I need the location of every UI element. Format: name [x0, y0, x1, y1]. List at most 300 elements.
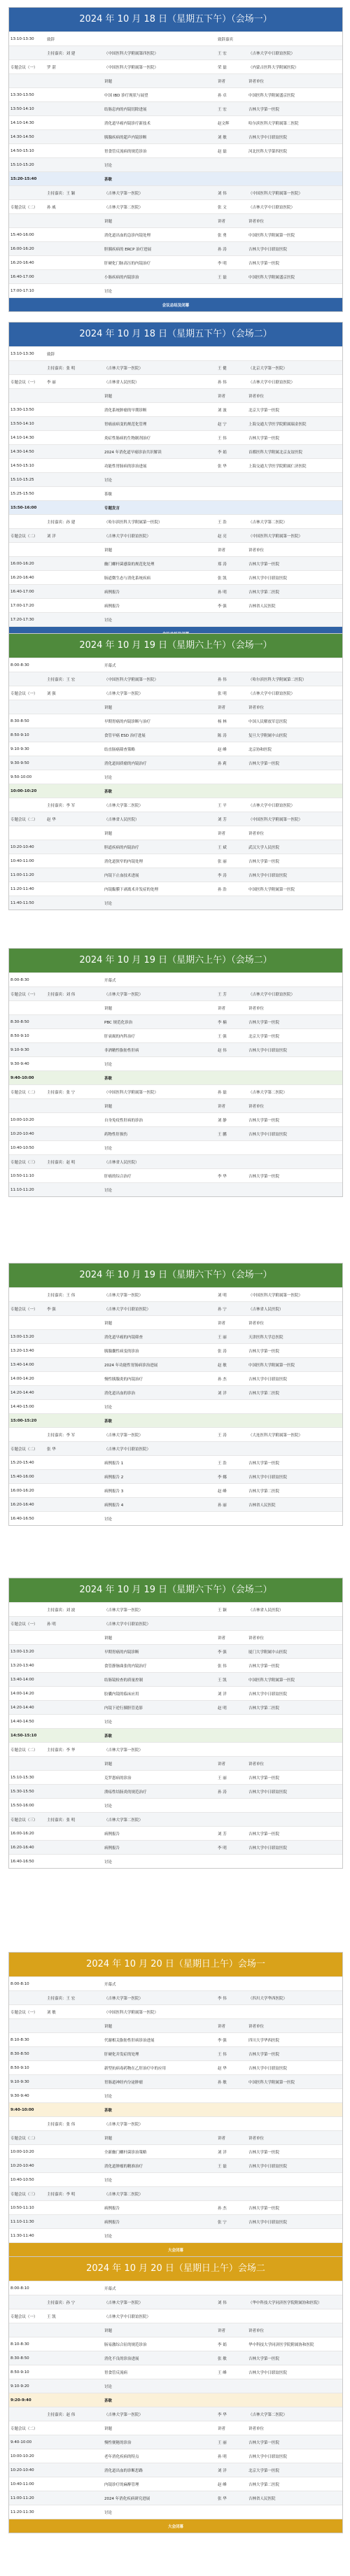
- speaker-cell: 讲者: [218, 2426, 226, 2431]
- schedule-row: [9, 45, 342, 59]
- speaker-cell: 王 浩: [218, 520, 227, 525]
- topic-cell: 自身免疫性肝病的诊治: [104, 1118, 144, 1123]
- time-cell: 9:10-9:30: [10, 746, 29, 751]
- time-cell: 16:20-16:40: [10, 260, 34, 265]
- schedule-row: [9, 1672, 342, 1686]
- affiliation-cell: 吉林大学第一医院: [248, 2356, 280, 2361]
- topic-cell: 肝癌的综合治疗: [104, 1174, 132, 1179]
- schedule-row: [9, 2172, 342, 2186]
- time-cell: 11:20-11:40: [10, 886, 34, 891]
- affiliation-cell: 河北医科大学第四医院: [248, 149, 288, 154]
- speaker-cell: 王 健: [218, 366, 227, 371]
- schedule-row: [9, 1840, 342, 1854]
- speaker-cell: 刘 芳: [218, 1832, 227, 1837]
- host-cell: 主持嘉宾：孙 宁: [47, 2300, 76, 2305]
- schedule-row: [9, 2449, 342, 2463]
- schedule-row: [9, 500, 342, 514]
- topic-cell: （吉林大学中日联谊医院）: [104, 1622, 151, 1627]
- topic-cell: 消化道肿瘤的精准治疗: [104, 2164, 144, 2169]
- affiliation-cell: 吉林大学中日联谊医院: [248, 1790, 288, 1795]
- speaker-cell: 刘 伟: [218, 2300, 227, 2305]
- topic-cell: 消化系统肿瘤的早期诊断: [104, 408, 147, 413]
- schedule-footer: 大会闭幕: [9, 2242, 342, 2256]
- schedule-row: [9, 1301, 342, 1315]
- host-cell: 致辞: [47, 37, 55, 42]
- schedule-title: 2024 年 10 月 19 日（星期六上午）（会场一）: [9, 634, 342, 658]
- speaker-cell: 张 涛: [218, 1349, 227, 1354]
- time-cell: 8:50-9:10: [10, 1033, 29, 1038]
- topic-cell: 2024 年消化道早癌诊治共识解读: [104, 450, 162, 455]
- time-cell: 15:00-15:20: [10, 1418, 37, 1423]
- time-cell: 15:40-16:00: [10, 232, 34, 237]
- affiliation-cell: 中国医科大学附属第一医院: [248, 233, 295, 238]
- schedule-row: [9, 1140, 342, 1154]
- time-cell: 16:00-16:20: [10, 1831, 34, 1836]
- speaker-cell: 王 强: [218, 1034, 227, 1039]
- time-cell: 8:00-8:10: [10, 1981, 29, 1986]
- time-cell: 14:00-14:20: [10, 1691, 34, 1696]
- affiliation-cell: （哈尔滨医科大学附属第二医院）: [248, 677, 307, 682]
- schedule-row: [9, 1686, 342, 1700]
- affiliation-cell: （内蒙古医科大学附属医院）: [248, 65, 299, 70]
- topic-cell: 茶歇: [104, 1734, 113, 1739]
- time-cell: 13:00-13:20: [10, 1649, 34, 1654]
- speaker-cell: 讲者: [218, 1104, 226, 1109]
- affiliation-cell: 吉林大学中日联谊医院: [248, 1846, 288, 1850]
- schedule-row: [9, 115, 342, 129]
- time-cell: 8:50-9:10: [10, 2370, 29, 2375]
- topic-cell: 幽门螺杆菌感染的规范化处理: [104, 562, 155, 567]
- affiliation-cell: 讲者单位: [248, 1104, 265, 1109]
- speaker-cell: 王 浩: [218, 1461, 227, 1466]
- affiliation-cell: 首都医科大学附属北京友谊医院: [248, 450, 303, 455]
- time-cell: 13:00-13:20: [10, 1334, 34, 1339]
- speaker-cell: 孙 涛: [218, 247, 227, 252]
- time-cell: 专题会议（二）: [10, 205, 38, 210]
- time-cell: 9:50-10:00: [10, 774, 32, 779]
- topic-cell: 药物性肝损伤: [104, 1132, 128, 1137]
- topic-cell: 消化道间质瘤的内镜治疗: [104, 761, 147, 766]
- topic-cell: 胰腺疾病的超声内镜诊断: [104, 135, 147, 140]
- time-cell: 15:50-16:00: [10, 1803, 34, 1808]
- affiliation-cell: （中国医科大学附属第一医院）: [248, 191, 303, 196]
- time-cell: 专题会议（三）: [10, 2192, 38, 2197]
- topic-cell: （吉林大学第一医院）: [104, 2412, 144, 2417]
- topic-cell: 全新幽门螺杆菌诊治策略: [104, 2150, 147, 2155]
- host-cell: 刘 强: [47, 691, 56, 696]
- schedule-row: [9, 1000, 342, 1014]
- schedule-row: [9, 227, 342, 241]
- time-cell: 专题会议（三）: [10, 1818, 38, 1823]
- schedule-row: [9, 444, 342, 458]
- time-cell: 15:20-15:40: [10, 1460, 34, 1465]
- topic-cell: 开幕式: [104, 663, 116, 668]
- speaker-cell: 张 丽: [218, 859, 227, 864]
- topic-cell: （吉林大学中日联谊医院）: [104, 2314, 151, 2319]
- topic-cell: 溃疡性结肠炎的规范治疗: [104, 1790, 147, 1795]
- schedule-row: [9, 2060, 342, 2074]
- topic-cell: 消化道出血的诊断思路: [104, 2468, 144, 2473]
- time-cell: 13:40-14:00: [10, 1677, 34, 1682]
- schedule-row: [9, 1182, 342, 1196]
- topic-cell: 消化道出血的诊治: [104, 1391, 136, 1396]
- affiliation-cell: 北京协和医院: [248, 747, 272, 752]
- topic-cell: 讲题: [104, 1321, 113, 1326]
- host-cell: 主持嘉宾：王 宏: [47, 1996, 76, 2001]
- host-cell: 主持嘉宾：李 军: [47, 1433, 76, 1438]
- affiliation-cell: 讲者单位: [248, 705, 265, 710]
- schedule-title: 2024 年 10 月 18 日（星期五下午）（会场一）: [9, 8, 342, 31]
- topic-cell: 内镜诊疗的麻醉管理: [104, 2482, 139, 2487]
- schedule-row: [9, 241, 342, 255]
- affiliation-cell: 吉林大学第二医院: [248, 590, 280, 595]
- schedule-row: [9, 2505, 342, 2519]
- schedule-row: [9, 896, 342, 910]
- topic-cell: （吉林大学第二医院）: [104, 205, 144, 210]
- affiliation-cell: 吉林大学中日联谊医院: [248, 576, 288, 581]
- time-cell: 14:00-14:20: [10, 1376, 34, 1381]
- time-cell: 11:30-11:40: [10, 2233, 34, 2238]
- topic-cell: 讨论: [104, 1804, 113, 1809]
- schedule-row: [9, 598, 342, 612]
- schedule-row: [9, 2435, 342, 2449]
- schedule-row: [9, 2018, 342, 2032]
- speaker-cell: 王 丽: [218, 2440, 227, 2445]
- topic-cell: 代谢相关脂肪性肝病诊治进展: [104, 2038, 155, 2043]
- schedule-row: [9, 2144, 342, 2158]
- topic-cell: （吉林大学第一医院）: [104, 1608, 144, 1613]
- affiliation-cell: 吉林大学中日联谊医院: [248, 2164, 288, 2169]
- speaker-cell: 孙 丽: [218, 1503, 227, 1508]
- speaker-cell: 王 宏: [218, 51, 227, 56]
- topic-cell: 功能性胃肠病的诊治进展: [104, 464, 147, 469]
- speaker-cell: 孙 伟: [218, 677, 227, 682]
- schedule-row: [9, 255, 342, 269]
- topic-cell: 病例报告 2: [104, 1475, 124, 1480]
- schedule-row: [9, 1742, 342, 1756]
- topic-cell: （吉林大学第一医院）: [104, 1748, 144, 1753]
- topic-cell: 消化不良的诊治进展: [104, 2356, 139, 2361]
- speaker-cell: 张 勇: [218, 233, 227, 238]
- topic-cell: （吉林大学第一医院）: [104, 2122, 144, 2127]
- schedule-table: [8, 633, 343, 910]
- affiliation-cell: 吉林大学中日联谊医院: [248, 1132, 288, 1137]
- host-cell: 主持嘉宾：刘 伟: [47, 992, 76, 997]
- speaker-cell: 讲者: [218, 2328, 226, 2333]
- schedule-row: [9, 171, 342, 185]
- time-cell: 10:50-11:10: [10, 1173, 34, 1178]
- speaker-cell: 李 明: [218, 1846, 227, 1850]
- speaker-cell: 孙 明: [218, 590, 227, 595]
- schedule-row: [9, 2407, 342, 2421]
- schedule-row: [9, 1798, 342, 1812]
- schedule-footer: 会议总结及闭幕: [9, 297, 342, 311]
- speaker-cell: 李 华: [218, 2412, 227, 2417]
- topic-cell: 肝硬化门脉高压的内镜治疗: [104, 261, 151, 266]
- schedule-row: [9, 2337, 342, 2351]
- speaker-cell: 讲者: [218, 394, 226, 399]
- affiliation-cell: 中国医科大学附属第一医院: [248, 1678, 295, 1683]
- time-cell: 13:40-14:00: [10, 1362, 34, 1367]
- schedule-row: [9, 686, 342, 700]
- speaker-cell: 致辞嘉宾: [218, 37, 234, 42]
- speaker-cell: 刘 静: [218, 1118, 227, 1123]
- affiliation-cell: 吉林省人民医院: [248, 1503, 276, 1508]
- topic-cell: 茶歇: [104, 492, 113, 497]
- affiliation-cell: （吉林大学第二医院）: [248, 1090, 288, 1095]
- schedule-row: [9, 1511, 342, 1525]
- host-cell: 主持嘉宾：张 明: [47, 1818, 76, 1823]
- speaker-cell: 孙 磊: [218, 1090, 227, 1095]
- speaker-cell: 王 宏: [218, 107, 227, 112]
- time-cell: 8:00-8:30: [10, 663, 29, 667]
- speaker-cell: 刘 芳: [218, 817, 227, 822]
- affiliation-cell: 讲者单位: [248, 1321, 265, 1326]
- topic-cell: 讨论: [104, 1517, 113, 1522]
- topic-cell: 茶歇: [104, 177, 113, 182]
- schedule-row: [9, 2281, 342, 2295]
- affiliation-cell: 吉林大学中日联谊医院: [248, 2454, 288, 2459]
- schedule-row: [9, 1854, 342, 1868]
- schedule-row: [9, 882, 342, 896]
- schedule-row: [9, 1056, 342, 1070]
- time-cell: 专题会议（一）: [10, 65, 38, 70]
- topic-cell: 内镜黏膜下剥离术并发症的处理: [104, 887, 159, 892]
- topic-cell: （吉林大学中日联谊医院）: [104, 1307, 151, 1312]
- topic-cell: 讨论: [104, 1405, 113, 1410]
- speaker-cell: 孙 宁: [218, 1307, 227, 1312]
- topic-cell: （中国医科大学附属第一医院）: [104, 65, 159, 70]
- speaker-cell: 刘 洋: [218, 1692, 227, 1697]
- speaker-cell: 李 娜: [218, 1475, 227, 1480]
- time-cell: 8:50-9:10: [10, 733, 29, 737]
- schedule-row: [9, 416, 342, 430]
- host-cell: 致辞: [47, 352, 55, 357]
- topic-cell: 讨论: [104, 2510, 113, 2515]
- speaker-cell: 张 明: [218, 691, 227, 696]
- time-cell: 9:30-9:40: [10, 1061, 29, 1066]
- schedule-row: [9, 1658, 342, 1672]
- speaker-cell: 张 宁: [218, 2220, 227, 2225]
- speaker-cell: 李 强: [218, 1650, 227, 1655]
- affiliation-cell: 吉林大学第二医院: [248, 1489, 280, 1494]
- affiliation-cell: 吉林大学第一医院: [248, 1118, 280, 1123]
- time-cell: 10:20-10:40: [10, 844, 34, 849]
- topic-cell: 消化道出血的急诊内镜处理: [104, 233, 151, 238]
- schedule-table: [8, 948, 343, 1197]
- schedule-row: [9, 658, 342, 672]
- affiliation-cell: 吉林大学第二医院: [248, 2482, 280, 2487]
- topic-cell: 讲题: [104, 2426, 113, 2431]
- schedule-row: [9, 1616, 342, 1630]
- affiliation-cell: 吉林大学第二医院: [248, 1391, 280, 1396]
- affiliation-cell: 北京大学第一医院: [248, 408, 280, 413]
- speaker-cell: 孙 敏: [218, 2080, 227, 2085]
- schedule-row: [9, 812, 342, 826]
- topic-cell: （吉林大学中日联谊医院）: [104, 534, 151, 539]
- schedule-row: [9, 1287, 342, 1301]
- host-cell: 刘 敏: [47, 2010, 56, 2015]
- time-cell: 15:10-15:30: [10, 1775, 34, 1780]
- topic-cell: 茶歇: [104, 2398, 113, 2403]
- speaker-cell: 王 芳: [218, 992, 227, 997]
- topic-cell: 胆道疾病的内镜治疗: [104, 845, 139, 850]
- schedule-row: [9, 1976, 342, 1990]
- topic-cell: 慢性便秘的诊治: [104, 2440, 132, 2445]
- topic-cell: 讨论: [104, 2234, 113, 2239]
- topic-cell: （吉林大学第一医院）: [104, 191, 144, 196]
- topic-cell: 克罗恩病的诊治: [104, 1776, 132, 1781]
- topic-cell: 讨论: [104, 901, 113, 906]
- affiliation-cell: （吉林大学中日联谊医院）: [248, 51, 295, 56]
- speaker-cell: 张 敏: [218, 2356, 227, 2361]
- topic-cell: （中国医科大学附属第一医院）: [104, 677, 159, 682]
- time-cell: 14:30-14:50: [10, 449, 34, 454]
- affiliation-cell: 天津医科大学总医院: [248, 1335, 284, 1340]
- schedule-row: [9, 612, 342, 626]
- schedule-row: [9, 402, 342, 416]
- speaker-cell: 王 磊: [218, 2164, 227, 2169]
- schedule-row: [9, 2477, 342, 2491]
- schedule-row: [9, 2004, 342, 2018]
- affiliation-cell: 吉林大学中日联谊医院: [248, 135, 288, 140]
- time-cell: 13:50-14:10: [10, 106, 34, 111]
- schedule-row: [9, 157, 342, 171]
- affiliation-cell: 吉林大学第一医院: [248, 1461, 280, 1466]
- affiliation-cell: （吉林大学中日联谊医院）: [248, 992, 295, 997]
- host-cell: 主持嘉宾：张 伟: [47, 2122, 76, 2127]
- time-cell: 15:10-15:20: [10, 162, 34, 167]
- time-cell: 13:10-13:30: [10, 36, 34, 41]
- schedule-row: [9, 101, 342, 115]
- host-cell: 王 凯: [47, 2314, 56, 2319]
- topic-cell: 病例报告 3: [104, 1489, 124, 1494]
- schedule-row: [9, 742, 342, 756]
- schedule-row: [9, 542, 342, 556]
- schedule-row: [9, 2102, 342, 2116]
- schedule-row: [9, 388, 342, 402]
- time-cell: 16:20-16:40: [10, 1502, 34, 1507]
- schedule-row: [9, 784, 342, 798]
- time-cell: 14:40-14:50: [10, 1719, 34, 1724]
- speaker-cell: 赵 峰: [218, 2482, 227, 2487]
- affiliation-cell: 讲者单位: [248, 219, 265, 224]
- topic-cell: （吉林大学第一医院）: [104, 2300, 144, 2305]
- speaker-cell: 孙 涛: [218, 1790, 227, 1795]
- affiliation-cell: （中国医科大学附属第一医院）: [248, 1293, 303, 1298]
- time-cell: 14:50-15:10: [10, 148, 34, 153]
- speaker-cell: 李 娟: [218, 450, 227, 455]
- topic-cell: 讲题: [104, 79, 113, 84]
- topic-cell: 讨论: [104, 2178, 113, 2183]
- schedule-table: [8, 1952, 343, 2257]
- speaker-cell: 赵 亮: [218, 534, 227, 539]
- schedule-row: [9, 458, 342, 472]
- schedule-row: [9, 2309, 342, 2323]
- schedule-row: [9, 1483, 342, 1497]
- topic-cell: 胃肠道神经内分泌肿瘤: [104, 2080, 144, 2085]
- topic-cell: 结肠息肉的内镜切除进展: [104, 107, 147, 112]
- time-cell: 14:40-15:00: [10, 1404, 34, 1409]
- schedule-row: [9, 986, 342, 1000]
- topic-cell: （中国医科大学附属第一医院）: [104, 2010, 159, 2015]
- affiliation-cell: 讲者单位: [248, 2328, 265, 2333]
- time-cell: 专题会议（二）: [10, 1447, 38, 1452]
- topic-cell: 茶歇: [104, 1419, 113, 1424]
- speaker-cell: 赵 明: [218, 1706, 227, 1711]
- time-cell: 专题会议（二）: [10, 1748, 38, 1753]
- affiliation-cell: 吉林大学第二医院: [248, 1706, 280, 1711]
- affiliation-cell: 吉林大学第一医院: [248, 562, 280, 567]
- speaker-cell: 孙 明: [218, 2454, 227, 2459]
- time-cell: 15:50-16:00: [10, 505, 37, 510]
- topic-cell: 病例报告: [104, 1846, 120, 1850]
- topic-cell: （中国医科大学附属第四医院）: [104, 51, 159, 56]
- affiliation-cell: 讲者单位: [248, 79, 265, 84]
- time-cell: 专题会议（一）: [10, 380, 38, 385]
- time-cell: 8:10-8:30: [10, 2037, 29, 2042]
- topic-cell: 开幕式: [104, 978, 116, 983]
- speaker-cell: 刘 洋: [218, 2150, 227, 2155]
- speaker-cell: 刘 洋: [218, 1391, 227, 1396]
- schedule-row: [9, 570, 342, 584]
- time-cell: 13:20-13:40: [10, 1348, 34, 1353]
- time-cell: 专题会议（二）: [10, 534, 38, 539]
- time-cell: 9:30-9:50: [10, 760, 29, 765]
- schedule-row: [9, 714, 342, 728]
- speaker-cell: 王 丽: [218, 1776, 227, 1781]
- schedule-row: [9, 1644, 342, 1658]
- time-cell: 专题会议（三）: [10, 1160, 38, 1165]
- affiliation-cell: 上海交通大学医学院附属瑞金医院: [248, 422, 307, 427]
- topic-cell: 肠道微生态与消化系统疾病: [104, 576, 151, 581]
- speaker-cell: 讲者: [218, 1636, 226, 1641]
- schedule-row: [9, 2074, 342, 2088]
- affiliation-cell: 吉林大学第一医院: [248, 1174, 280, 1179]
- topic-cell: 中国 IBD 诊疗现状与展望: [104, 93, 148, 98]
- topic-cell: 病例报告: [104, 604, 120, 609]
- speaker-cell: 王 磊: [218, 275, 227, 280]
- schedule-row: [9, 1770, 342, 1784]
- affiliation-cell: 讲者单位: [248, 2136, 265, 2141]
- affiliation-cell: （吉林大学第二医院）: [248, 2412, 288, 2417]
- speaker-cell: 刘 波: [218, 408, 227, 413]
- topic-cell: （吉林大学第一医院）: [104, 1996, 144, 2001]
- time-cell: 10:40-10:50: [10, 2177, 34, 2182]
- schedule-row: [9, 514, 342, 528]
- topic-cell: （吉林大学中日联谊医院）: [104, 1447, 151, 1452]
- host-cell: 孙 明: [47, 1622, 56, 1627]
- affiliation-cell: 讲者单位: [248, 1006, 265, 1011]
- speaker-cell: 讲者: [218, 705, 226, 710]
- schedule-row: [9, 854, 342, 868]
- affiliation-cell: 中国医科大学附属盛京医院: [248, 93, 295, 98]
- schedule-row: [9, 1168, 342, 1182]
- speaker-cell: 张 华: [218, 2496, 227, 2501]
- time-cell: 专题会议（一）: [10, 2010, 38, 2015]
- affiliation-cell: （吉林大学第二医院）: [248, 520, 288, 525]
- schedule-table: [8, 7, 343, 312]
- time-cell: 16:40-17:00: [10, 274, 34, 279]
- topic-cell: 讨论: [104, 1860, 113, 1864]
- schedule-footer: 大会闭幕: [9, 2519, 342, 2533]
- affiliation-cell: 吉林大学第一医院: [248, 107, 280, 112]
- time-cell: 专题会议（一）: [10, 1307, 38, 1312]
- affiliation-cell: 讲者单位: [248, 548, 265, 553]
- schedule-row: [9, 31, 342, 45]
- speaker-cell: 王 平: [218, 803, 227, 808]
- time-cell: 15:10-15:25: [10, 477, 34, 482]
